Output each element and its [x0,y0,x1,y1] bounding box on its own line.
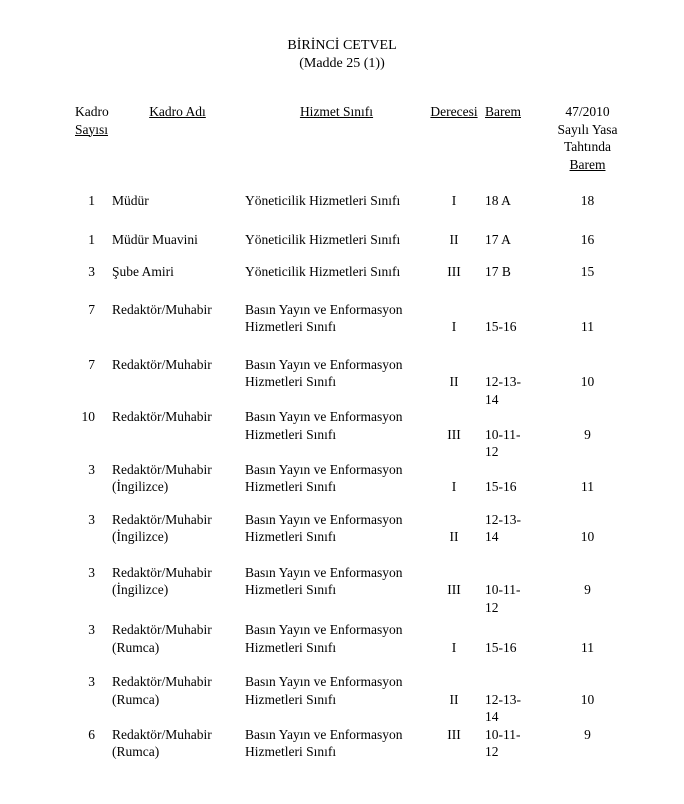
cell-kadro-adi: Müdür [112,193,149,208]
cell-yasa: 11 [581,639,594,655]
cell-kadro-adi: Redaktör/Muhabir [112,564,212,580]
cell-hizmet: Hizmetleri Sınıfı [245,319,337,334]
cell-kadro-adi [105,391,243,409]
staffing-table [55,103,684,761]
cell-barem [480,621,545,639]
cell-sayisi [55,581,105,599]
cell-sayisi: 10 [81,409,95,424]
header-kadro-sayisi-line1: Kadro [75,104,109,119]
cell-kadro-adi: Şube Amiri [112,264,174,279]
cell-hizmet: Hizmetleri Sınıfı [245,529,337,544]
table-row [55,511,684,546]
cell-sayisi [55,691,105,709]
header-kadro-adi [105,103,243,173]
cell-yasa: 10 [580,374,595,389]
cell-barem: 14 [485,529,499,544]
cell-barem: 17 B [485,264,511,279]
table-row [55,726,684,761]
header-47-2010-barem [545,103,630,173]
cell-yasa [545,301,630,319]
table-row [55,461,684,496]
cell-sayisi [55,599,105,617]
cell-kadro-adi: Redaktör/Muhabir [112,301,212,317]
title-block [0,0,684,73]
cell-hizmet: Hizmetleri Sınıfı [245,426,337,442]
cell-kadro-adi: Redaktör/Muhabir [112,356,212,372]
header-hizmet-sinifi [243,103,428,173]
cell-yasa: 9 [584,582,591,597]
cell-sayisi [55,708,105,726]
cell-barem: 15-16 [485,479,517,494]
cell-yasa [545,391,630,409]
header-hizmet-sinifi-label: Hizmet Sınıfı [299,104,374,119]
cell-derecesi: II [449,529,459,544]
cell-barem: 14 [485,391,499,407]
cell-yasa [545,564,630,582]
cell-yasa [545,461,630,479]
cell-sayisi: 3 [88,622,95,637]
table-row [55,301,684,336]
cell-kadro-adi: Redaktör/Muhabir [112,726,212,742]
cell-sayisi [55,318,105,336]
cell-hizmet: Basın Yayın ve Enformasyon [245,564,403,580]
cell-yasa: 10 [580,529,595,544]
cell-derecesi: II [449,231,459,247]
page-title: BİRİNCİ CETVEL [287,38,397,53]
cell-yasa: 11 [581,479,594,494]
header-kadro-sayisi [55,103,109,173]
cell-kadro-adi: (Rumca) [112,744,160,759]
cell-derecesi [428,673,480,691]
cell-hizmet [243,599,428,617]
cell-derecesi [428,564,480,582]
cell-sayisi: 1 [88,193,95,208]
cell-kadro-adi [105,443,243,461]
cell-yasa: 11 [581,319,594,334]
cell-hizmet: Hizmetleri Sınıfı [245,582,337,597]
table-header [55,103,684,173]
cell-derecesi [428,743,480,761]
cell-derecesi: I [451,479,457,494]
table-row [55,192,684,210]
cell-barem: 10-11- [485,582,521,597]
table-row [55,673,684,726]
cell-kadro-adi: Müdür Muavini [112,231,198,247]
cell-derecesi [428,301,480,319]
cell-derecesi [428,391,480,409]
page-subtitle: (Madde 25 (1)) [299,56,385,71]
cell-sayisi [55,528,105,546]
header-derecesi [428,103,480,173]
header-kadro-sayisi-line2: Sayısı [75,121,109,137]
cell-yasa [545,443,630,461]
cell-sayisi: 3 [88,461,95,477]
cell-hizmet: Basın Yayın ve Enformasyon [245,356,403,372]
cell-sayisi [55,391,105,409]
cell-hizmet: Basın Yayın ve Enformasyon [245,301,403,317]
cell-yasa: 9 [584,726,591,742]
cell-yasa [545,708,630,726]
cell-barem: 18 A [485,193,511,208]
cell-hizmet [243,391,428,409]
cell-kadro-adi: Redaktör/Muhabir [112,461,212,477]
cell-barem [480,673,545,691]
header-barem-label: Barem [485,104,521,119]
cell-kadro-adi [105,318,243,336]
cell-derecesi [428,599,480,617]
cell-kadro-adi [105,708,243,726]
cell-derecesi [428,511,480,529]
cell-hizmet [243,443,428,461]
cell-derecesi: III [447,726,461,742]
cell-barem: 10-11- [485,426,521,442]
cell-barem: 10-11- [485,726,521,742]
cell-kadro-adi: Redaktör/Muhabir [112,622,212,637]
cell-sayisi: 1 [88,231,95,247]
cell-yasa: 10 [580,691,595,707]
cell-yasa: 9 [584,426,591,442]
cell-derecesi [428,461,480,479]
header-yasa-line2: Sayılı Yasa [557,121,618,137]
cell-derecesi [428,356,480,374]
cell-hizmet: Hizmetleri Sınıfı [245,639,337,655]
cell-barem: 15-16 [485,639,517,655]
cell-hizmet: Hizmetleri Sınıfı [245,744,337,759]
cell-hizmet: Basın Yayın ve Enformasyon [245,726,403,742]
cell-kadro-adi [105,426,243,444]
cell-sayisi: 7 [88,356,95,372]
cell-hizmet: Yöneticilik Hizmetleri Sınıfı [245,193,401,208]
cell-hizmet: Yöneticilik Hizmetleri Sınıfı [245,264,401,279]
cell-derecesi: III [447,264,461,279]
cell-hizmet: Hizmetleri Sınıfı [245,479,337,494]
cell-yasa [545,511,630,529]
cell-sayisi [55,478,105,496]
cell-derecesi [428,621,480,639]
cell-derecesi: I [451,193,457,208]
cell-derecesi: III [447,582,461,597]
cell-derecesi [428,708,480,726]
cell-barem: 14 [485,709,499,724]
cell-kadro-adi [105,373,243,391]
table-row [55,356,684,409]
cell-hizmet: Basın Yayın ve Enformasyon [245,461,403,477]
cell-kadro-adi: Redaktör/Muhabir [112,409,212,424]
cell-barem [480,356,545,374]
cell-sayisi [55,373,105,391]
cell-barem [480,408,545,426]
cell-kadro-adi [105,599,243,617]
cell-yasa: 18 [580,193,595,208]
cell-sayisi: 3 [88,264,95,279]
cell-hizmet: Basın Yayın ve Enformasyon [245,409,403,424]
header-barem [480,103,545,173]
cell-barem: 12-13- [485,691,521,707]
header-kadro-adi-label: Kadro Adı [149,104,206,119]
cell-hizmet: Basın Yayın ve Enformasyon [245,674,403,689]
cell-sayisi: 7 [88,301,95,317]
cell-barem: 12 [485,744,499,759]
cell-sayisi [55,639,105,657]
table-row [55,408,684,461]
cell-hizmet: Yöneticilik Hizmetleri Sınıfı [245,231,401,247]
cell-sayisi [55,443,105,461]
cell-yasa [545,356,630,374]
cell-sayisi [55,426,105,444]
header-yasa-line4: Barem [569,156,606,172]
header-derecesi-label: Derecesi [430,104,478,119]
cell-yasa [545,621,630,639]
cell-kadro-adi: Redaktör/Muhabir [112,511,212,527]
cell-hizmet: Hizmetleri Sınıfı [245,691,337,707]
cell-derecesi [428,408,480,426]
cell-derecesi: II [449,374,459,389]
cell-yasa [545,408,630,426]
cell-barem: 17 A [485,231,511,247]
cell-barem [480,564,545,582]
cell-barem [480,301,545,319]
cell-sayisi [55,743,105,761]
cell-kadro-adi: (İngilizce) [112,529,169,544]
cell-sayisi: 6 [88,726,95,742]
header-yasa-line3: Tahtında [563,139,612,154]
cell-yasa: 16 [580,231,595,247]
cell-yasa [545,743,630,761]
cell-kadro-adi: (Rumca) [112,691,160,707]
cell-derecesi [428,443,480,461]
cell-derecesi: I [451,639,457,655]
table-row [55,231,684,249]
cell-hizmet: Basın Yayın ve Enformasyon [245,511,403,527]
cell-kadro-adi: (Rumca) [112,639,160,655]
cell-hizmet: Basın Yayın ve Enformasyon [245,622,403,637]
table-body [55,192,684,761]
cell-barem: 12 [485,444,499,459]
cell-yasa: 15 [580,264,595,279]
cell-derecesi: II [449,691,459,707]
cell-yasa [545,599,630,617]
cell-kadro-adi: (İngilizce) [112,479,169,494]
cell-hizmet [243,708,428,726]
cell-yasa [545,673,630,691]
cell-barem: 12 [485,599,499,615]
cell-barem: 12-13- [485,374,521,389]
cell-hizmet: Hizmetleri Sınıfı [245,374,337,389]
cell-derecesi: I [451,319,457,334]
cell-kadro-adi: Redaktör/Muhabir [112,674,212,689]
header-yasa-line1: 47/2010 [565,104,610,119]
cell-derecesi: III [447,426,461,442]
table-row [55,263,684,281]
table-row [55,564,684,617]
table-row [55,621,684,656]
cell-sayisi: 3 [88,564,95,580]
cell-kadro-adi: (İngilizce) [112,582,169,597]
cell-sayisi: 3 [88,674,95,689]
cell-sayisi: 3 [88,511,95,527]
cell-barem [480,461,545,479]
cell-barem: 12-13- [485,511,521,527]
cell-barem: 15-16 [485,319,517,334]
